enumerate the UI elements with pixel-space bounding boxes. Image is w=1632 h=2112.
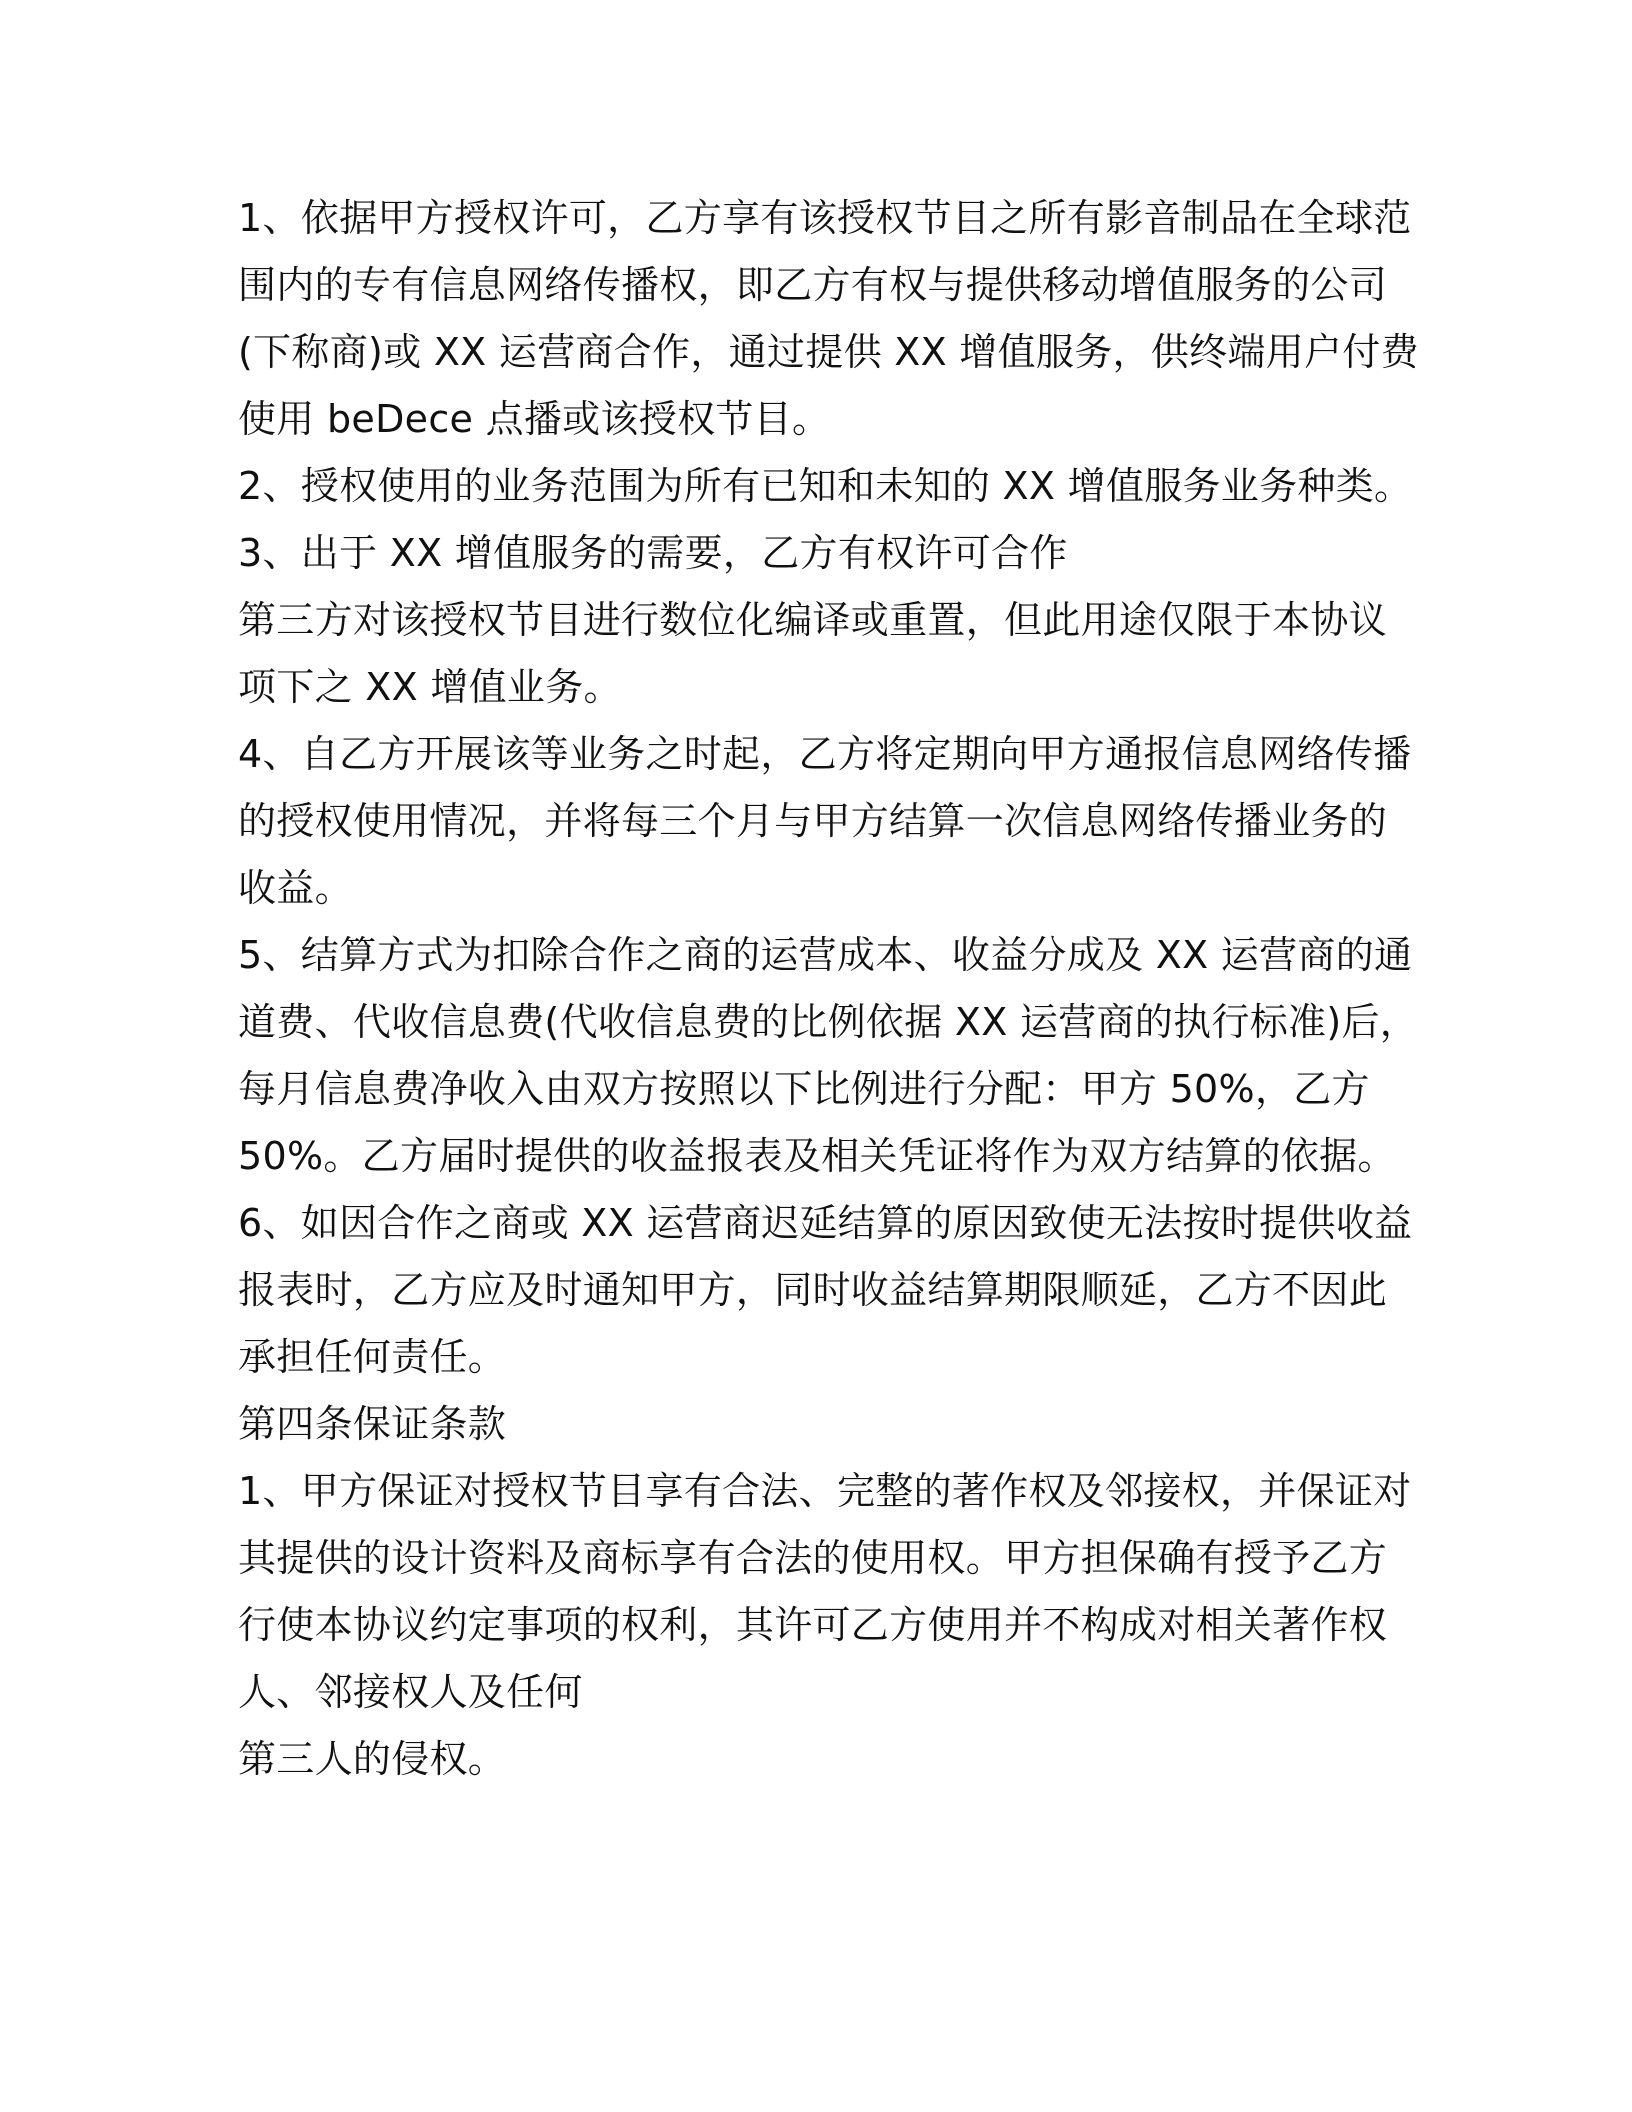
text-line: 的授权使用情况，并将每三个月与甲方结算一次信息网络传播业务的 <box>238 799 1388 843</box>
text-line: 其提供的设计资料及商标享有合法的使用权。甲方担保确有授予乙方 <box>238 1536 1388 1580</box>
text-line: 6、如因合作之商或 XX 运营商迟延结算的原因致使无法按时提供收益 <box>238 1201 1413 1245</box>
section-heading: 第四条保证条款 <box>238 1402 507 1446</box>
text-line: 3、出于 XX 增值服务的需要，乙方有权许可合作 <box>238 531 1068 575</box>
text-line: 承担任何责任。 <box>238 1335 507 1379</box>
text-line: 1、依据甲方授权许可，乙方享有该授权节目之所有影音制品在全球范 <box>238 196 1412 240</box>
text-line: 50%。乙方届时提供的收益报表及相关凭证将作为双方结算的依据。 <box>238 1134 1396 1178</box>
text-line: 收益。 <box>238 866 353 910</box>
text-line: 使用 beDece 点播或该授权节目。 <box>238 397 831 441</box>
text-line: 2、授权使用的业务范围为所有已知和未知的 XX 增值服务业务种类。 <box>238 464 1413 508</box>
text-line: 人、邻接权人及任何 <box>238 1670 583 1714</box>
text-line: 报表时，乙方应及时通知甲方，同时收益结算期限顺延，乙方不因此 <box>238 1268 1388 1312</box>
text-line: 5、结算方式为扣除合作之商的运营成本、收益分成及 XX 运营商的通 <box>238 933 1413 977</box>
text-line: 每月信息费净收入由双方按照以下比例进行分配：甲方 50%，乙方 <box>238 1067 1370 1111</box>
text-line: 行使本协议约定事项的权利，其许可乙方使用并不构成对相关著作权 <box>238 1603 1388 1647</box>
text-line: 项下之 XX 增值业务。 <box>238 665 622 709</box>
text-line: 4、自乙方开展该等业务之时起，乙方将定期向甲方通报信息网络传播 <box>238 732 1412 776</box>
document-body <box>238 185 1419 1793</box>
text-line: 围内的专有信息网络传播权，即乙方有权与提供移动增值服务的公司 <box>238 263 1388 307</box>
text-line: 1、甲方保证对授权节目享有合法、完整的著作权及邻接权，并保证对 <box>238 1469 1412 1513</box>
text-line: 第三方对该授权节目进行数位化编译或重置，但此用途仅限于本协议 <box>238 598 1388 642</box>
text-line: 第三人的侵权。 <box>238 1737 507 1781</box>
text-line: 道费、代收信息费(代收信息费的比例依据 XX 运营商的执行标准)后， <box>238 1000 1419 1044</box>
text-line: (下称商)或 XX 运营商合作，通过提供 XX 增值服务，供终端用户付费 <box>238 330 1419 374</box>
